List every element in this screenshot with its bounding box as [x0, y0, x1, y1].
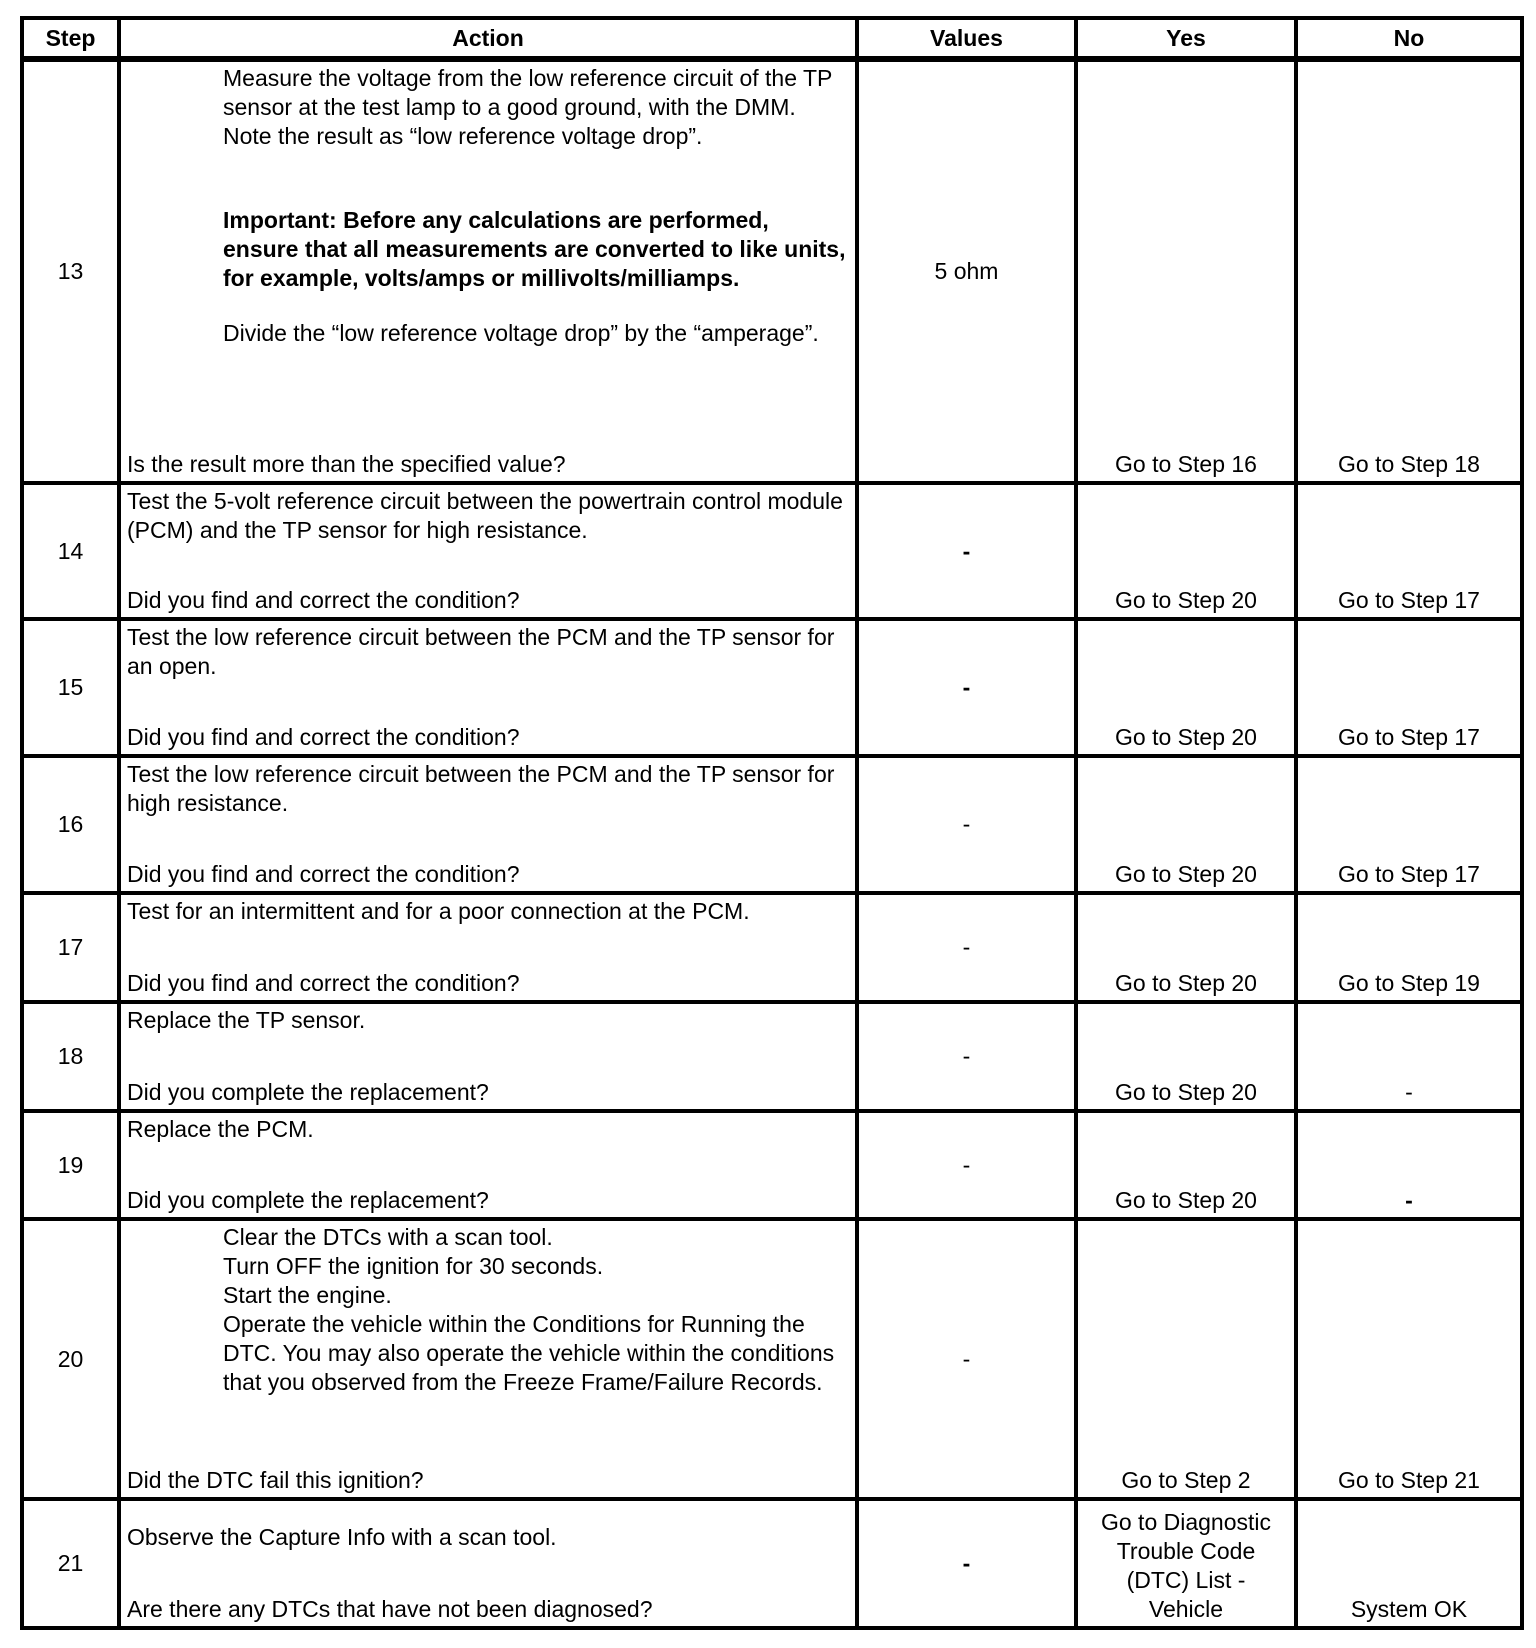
question: Did the DTC fail this ignition?	[127, 1467, 424, 1493]
important-note: Important: Before any calculations are performed, ensure that all measurements are converted to like units, for example, volts/amps or millivolts/milliamps.	[223, 207, 846, 291]
action-text: Test the 5-volt reference circuit between the powertrain control module (PCM) and the TP sensor for high resistance.	[127, 488, 843, 543]
header-yes: Yes	[1076, 18, 1296, 59]
header-step: Step	[22, 18, 119, 59]
no-cell: Go to Step 19	[1296, 893, 1522, 1002]
no-cell: Go to Step 18	[1296, 59, 1522, 483]
value-cell: -	[857, 619, 1076, 756]
action-text: Divide the “low reference voltage drop” by the “amperage”.	[223, 320, 819, 346]
action-text: Measure the voltage from the low reference circuit of the TP sensor at the test lamp to a good ground, with the DMM. Note the result as “low reference voltage drop”.	[223, 65, 832, 149]
table-row	[22, 893, 1522, 1002]
action-cell	[119, 483, 857, 619]
yes-cell: Go to Step 16	[1076, 59, 1296, 483]
no-cell: Go to Step 21	[1296, 1219, 1522, 1499]
action-text: Replace the PCM.	[127, 1116, 314, 1142]
question: Did you find and correct the condition?	[127, 587, 520, 613]
yes-cell: Go to Step 20	[1076, 1111, 1296, 1219]
step-number: 17	[22, 893, 119, 1002]
no-cell: Go to Step 17	[1296, 756, 1522, 893]
table-row	[22, 1499, 1522, 1628]
table-row	[22, 483, 1522, 619]
question: Are there any DTCs that have not been diagnosed?	[127, 1596, 653, 1622]
no-cell: Go to Step 17	[1296, 619, 1522, 756]
action-text: Test for an intermittent and for a poor connection at the PCM.	[127, 898, 750, 924]
value-cell: -	[857, 1219, 1076, 1499]
value-cell: -	[857, 483, 1076, 619]
value-cell: -	[857, 893, 1076, 1002]
action-text: Test the low reference circuit between the PCM and the TP sensor for an open.	[127, 624, 835, 679]
action-cell	[119, 59, 857, 483]
yes-cell: Go to Step 20	[1076, 619, 1296, 756]
action-cell	[119, 1219, 857, 1499]
no-cell: -	[1296, 1111, 1522, 1219]
action-line: Start the engine.	[223, 1282, 392, 1308]
action-cell	[119, 893, 857, 1002]
action-cell	[119, 756, 857, 893]
step-number: 13	[22, 59, 119, 483]
value-cell: -	[857, 1002, 1076, 1111]
yes-cell: Go to Step 20	[1076, 756, 1296, 893]
step-number: 16	[22, 756, 119, 893]
diagnostic-table	[20, 16, 1524, 1630]
step-number: 14	[22, 483, 119, 619]
action-cell	[119, 1111, 857, 1219]
action-line: Turn OFF the ignition for 30 seconds.	[223, 1253, 604, 1279]
value-cell: -	[857, 1111, 1076, 1219]
action-cell	[119, 1499, 857, 1628]
step-number: 21	[22, 1499, 119, 1628]
header-no: No	[1296, 18, 1522, 59]
value-cell: 5 ohm	[857, 59, 1076, 483]
no-cell: Go to Step 17	[1296, 483, 1522, 619]
step-number: 19	[22, 1111, 119, 1219]
action-line: Operate the vehicle within the Conditions for Running the DTC. You may also operate the vehicle within the conditions that you observed from the Freeze Frame/Failure Records.	[223, 1311, 835, 1395]
step-number: 18	[22, 1002, 119, 1111]
step-number: 20	[22, 1219, 119, 1499]
yes-cell: Go to Step 20	[1076, 483, 1296, 619]
no-cell: System OK	[1296, 1499, 1522, 1628]
header-row	[22, 18, 1522, 59]
question: Did you complete the replacement?	[127, 1187, 489, 1213]
table-row	[22, 1219, 1522, 1499]
header-values: Values	[857, 18, 1076, 59]
table-row	[22, 1111, 1522, 1219]
no-cell: -	[1296, 1002, 1522, 1111]
header-action: Action	[119, 18, 857, 59]
action-cell	[119, 1002, 857, 1111]
table-row	[22, 756, 1522, 893]
value-cell: -	[857, 1499, 1076, 1628]
table-row	[22, 1002, 1522, 1111]
question: Did you find and correct the condition?	[127, 861, 520, 887]
action-text: Observe the Capture Info with a scan tool.	[127, 1524, 557, 1550]
yes-cell: Go to Step 2	[1076, 1219, 1296, 1499]
question: Did you find and correct the condition?	[127, 970, 520, 996]
action-text: Replace the TP sensor.	[127, 1007, 366, 1033]
question: Is the result more than the specified value?	[127, 451, 566, 477]
yes-cell: Go to Step 20	[1076, 1002, 1296, 1111]
action-cell	[119, 619, 857, 756]
action-text: Test the low reference circuit between the PCM and the TP sensor for high resistance.	[127, 761, 835, 816]
yes-cell: Go to Step 20	[1076, 893, 1296, 1002]
table-row	[22, 619, 1522, 756]
table-row	[22, 59, 1522, 483]
value-cell: -	[857, 756, 1076, 893]
question: Did you find and correct the condition?	[127, 724, 520, 750]
step-number: 15	[22, 619, 119, 756]
question: Did you complete the replacement?	[127, 1079, 489, 1105]
yes-cell: Go to Diagnostic Trouble Code (DTC) List - Vehicle	[1076, 1499, 1296, 1628]
action-line: Clear the DTCs with a scan tool.	[223, 1224, 553, 1250]
